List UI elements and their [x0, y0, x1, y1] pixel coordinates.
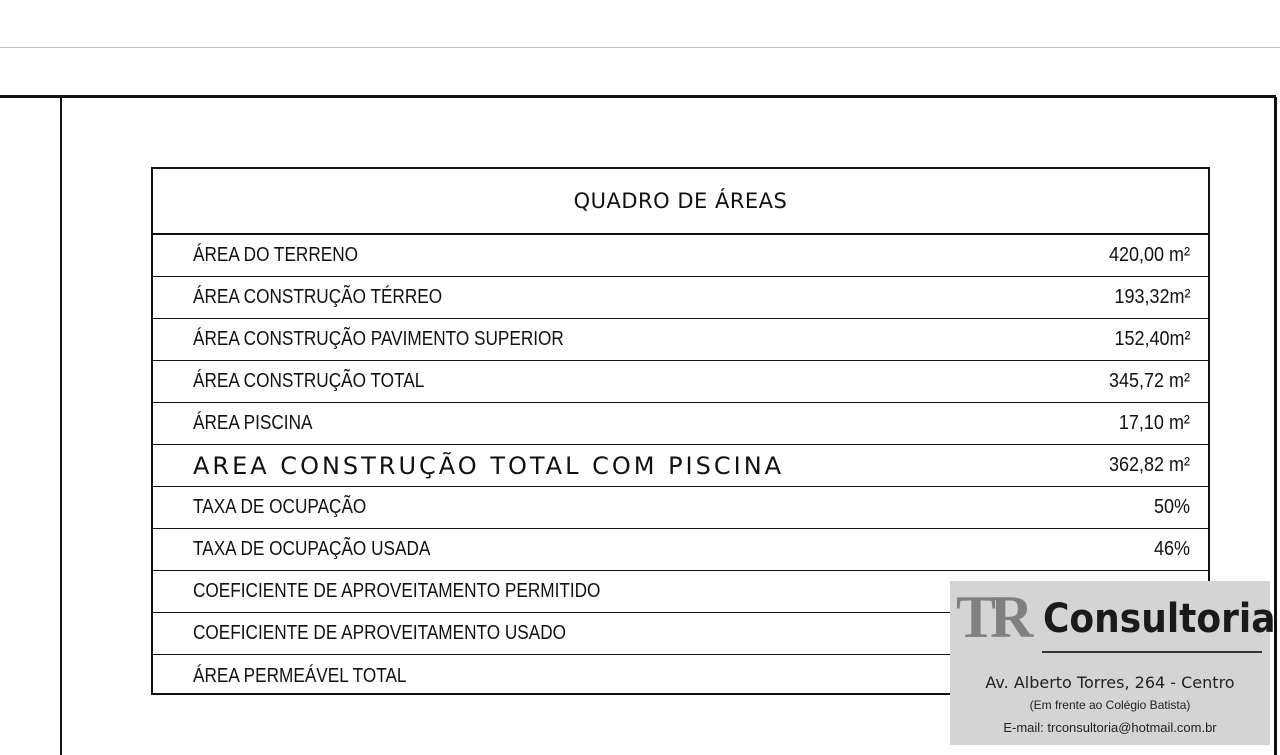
brand-underline: [1042, 651, 1262, 653]
top-divider: [0, 47, 1280, 48]
table-row: [153, 277, 1208, 319]
table-row: [153, 361, 1208, 403]
tr-logo-mark: TR: [956, 584, 1028, 650]
drawing-frame-left: [60, 97, 62, 755]
row-label: TAXA DE OCUPAÇÃO USADA: [193, 538, 431, 560]
row-value: 46%: [1153, 538, 1190, 560]
tr-consultoria-watermark: [950, 581, 1276, 745]
table-row: [153, 403, 1208, 445]
brand-name: Consultoria: [1043, 596, 1276, 642]
table-row: [153, 235, 1208, 277]
row-label: TAXA DE OCUPAÇÃO: [193, 496, 367, 518]
row-label: AREA CONSTRUÇÃO TOTAL COM PISCINA: [193, 451, 785, 480]
row-value: 17,10 m²: [1118, 412, 1190, 434]
row-value: 193,32m²: [1113, 286, 1190, 308]
row-value: 362,82 m²: [1108, 454, 1190, 476]
table-row: [153, 487, 1208, 529]
watermark-reference: (Em frente ao Colégio Batista): [1029, 698, 1191, 712]
row-value: 420,00 m²: [1108, 244, 1190, 266]
watermark-email: E-mail: trconsultoria@hotmail.com.br: [1003, 720, 1217, 735]
area-table-title: QUADRO DE ÁREAS: [153, 169, 1208, 235]
row-label: ÁREA CONSTRUÇÃO TÉRREO: [193, 286, 443, 308]
row-label: ÁREA PISCINA: [193, 412, 313, 434]
table-row: [153, 529, 1208, 571]
table-row: [153, 319, 1208, 361]
table-row: [153, 445, 1208, 487]
row-value: 345,72 m²: [1108, 370, 1190, 392]
row-label: ÁREA CONSTRUÇÃO PAVIMENTO SUPERIOR: [193, 328, 564, 350]
drawing-frame-top: [0, 95, 1276, 98]
row-label: ÁREA DO TERRENO: [193, 244, 359, 266]
row-value: 152,40m²: [1113, 328, 1190, 350]
drawing-frame-right: [1274, 97, 1277, 755]
row-label: ÁREA PERMEÁVEL TOTAL: [193, 664, 407, 687]
row-label: COEFICIENTE DE APROVEITAMENTO PERMITIDO: [193, 580, 601, 602]
row-label: COEFICIENTE DE APROVEITAMENTO USADO: [193, 622, 567, 644]
row-value: 50%: [1153, 496, 1190, 518]
watermark-address: Av. Alberto Torres, 264 - Centro: [985, 673, 1235, 692]
row-label: ÁREA CONSTRUÇÃO TOTAL: [193, 370, 425, 392]
